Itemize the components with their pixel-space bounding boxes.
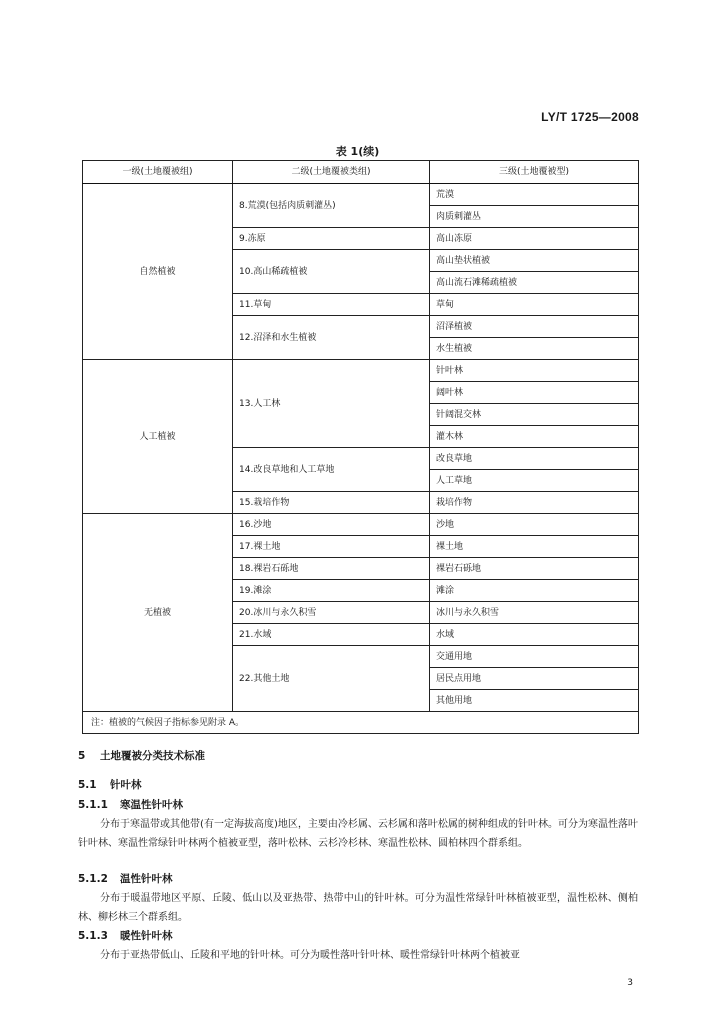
level2-cell: 22.其他土地 <box>233 646 430 712</box>
level3-cell: 冰川与永久积雪 <box>430 602 639 624</box>
level3-cell: 裸土地 <box>430 536 639 558</box>
level3-cell: 草甸 <box>430 294 639 316</box>
section-5-1-3-heading <box>78 928 173 943</box>
level1-cell: 无植被 <box>83 514 233 712</box>
level3-cell: 针叶林 <box>430 360 639 382</box>
level3-cell: 水域 <box>430 624 639 646</box>
section-5-1-3-text: 分布于亚热带低山、丘陵和平地的针叶林。可分为暖性落叶针叶林、暖性常绿针叶林两个植被亚 <box>100 950 520 961</box>
level3-cell: 改良草地 <box>430 448 639 470</box>
section-5-1-1-text: 分布于寒温带或其他带(有一定海拔高度)地区，主要由冷杉属、云杉属和落叶松属的树种组成的针叶林。可分为寒温性落叶针叶林、寒温性常绿针叶林两个植被亚型，落叶松林、云杉冷杉林、寒温性松林、圆柏林四个群系组。 <box>78 819 638 849</box>
level3-cell: 高山冻原 <box>430 228 639 250</box>
section-number: 5.1.3 <box>78 930 108 942</box>
level2-cell: 20.冰川与永久积雪 <box>233 602 430 624</box>
level3-cell: 高山垫状植被 <box>430 250 639 272</box>
section-5-1-2-heading <box>78 871 173 886</box>
level1-cell: 自然植被 <box>83 184 233 360</box>
section-5-heading <box>78 748 205 763</box>
level3-cell: 阔叶林 <box>430 382 639 404</box>
level2-cell: 14.改良草地和人工草地 <box>233 448 430 492</box>
level1-cell: 人工植被 <box>83 360 233 514</box>
table-note-row <box>83 712 639 734</box>
table-row <box>83 514 639 536</box>
level3-cell: 沙地 <box>430 514 639 536</box>
level2-cell: 19.滩涂 <box>233 580 430 602</box>
level2-cell: 10.高山稀疏植被 <box>233 250 430 294</box>
level2-cell: 16.沙地 <box>233 514 430 536</box>
level3-cell: 肉质刺灌丛 <box>430 206 639 228</box>
section-number: 5.1 <box>78 779 97 791</box>
section-5-1-2-text: 分布于暖温带地区平原、丘陵、低山以及亚热带、热带中山的针叶林。可分为温性常绿针叶林植被亚型，温性松林、侧柏林、柳杉林三个群系组。 <box>78 893 638 923</box>
level3-cell: 高山流石滩稀疏植被 <box>430 272 639 294</box>
table-row <box>83 360 639 382</box>
level2-cell: 18.裸岩石砾地 <box>233 558 430 580</box>
section-title: 针叶林 <box>110 779 142 791</box>
level3-cell: 荒漠 <box>430 184 639 206</box>
document-code: LY/T 1725—2008 <box>541 110 639 124</box>
level2-cell: 15.栽培作物 <box>233 492 430 514</box>
level3-cell: 水生植被 <box>430 338 639 360</box>
section-number: 5.1.1 <box>78 799 108 811</box>
section-title: 温性针叶林 <box>120 873 173 885</box>
section-number: 5 <box>78 750 86 762</box>
level3-cell: 居民点用地 <box>430 668 639 690</box>
column-header-level1: 一级(土地覆被组) <box>83 161 233 184</box>
section-title: 暖性针叶林 <box>120 930 173 942</box>
section-title: 土地覆被分类技术标准 <box>100 750 205 762</box>
column-header-level2: 二级(土地覆被类组) <box>233 161 430 184</box>
level2-cell: 11.草甸 <box>233 294 430 316</box>
level3-cell: 灌木林 <box>430 426 639 448</box>
section-number: 5.1.2 <box>78 873 108 885</box>
level3-cell: 裸岩石砾地 <box>430 558 639 580</box>
table-row <box>83 184 639 206</box>
level2-cell: 8.荒漠(包括肉质刺灌丛) <box>233 184 430 228</box>
level2-cell: 9.冻原 <box>233 228 430 250</box>
section-5-1-heading <box>78 777 142 792</box>
table-caption: 表 1(续) <box>335 145 380 158</box>
level3-cell: 交通用地 <box>430 646 639 668</box>
level3-cell: 栽培作物 <box>430 492 639 514</box>
land-cover-table <box>82 160 639 734</box>
level3-cell: 滩涂 <box>430 580 639 602</box>
table-note: 注：植被的气候因子指标参见附录 A。 <box>83 712 639 734</box>
table-header-row <box>83 161 639 184</box>
level3-cell: 人工草地 <box>430 470 639 492</box>
level3-cell: 针阔混交林 <box>430 404 639 426</box>
column-header-level3: 三级(土地覆被型) <box>430 161 639 184</box>
level2-cell: 12.沼泽和水生植被 <box>233 316 430 360</box>
page-number: 3 <box>627 978 633 988</box>
level2-cell: 17.裸土地 <box>233 536 430 558</box>
section-title: 寒温性针叶林 <box>120 799 183 811</box>
section-5-1-1-heading <box>78 797 183 812</box>
level2-cell: 13.人工林 <box>233 360 430 448</box>
level3-cell: 其他用地 <box>430 690 639 712</box>
level3-cell: 沼泽植被 <box>430 316 639 338</box>
level2-cell: 21.水域 <box>233 624 430 646</box>
